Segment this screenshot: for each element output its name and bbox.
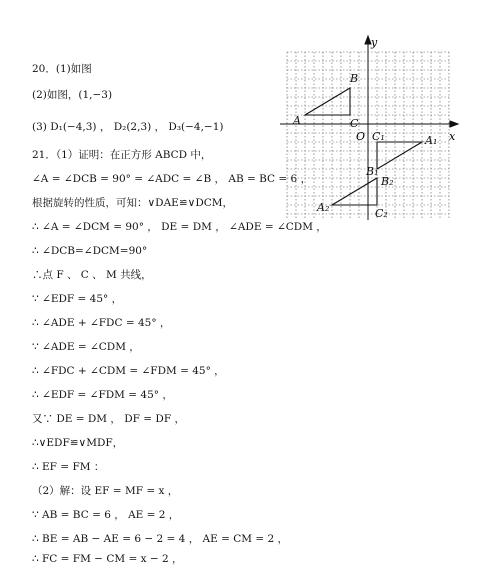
origin-label: O — [356, 130, 366, 143]
axes — [280, 36, 458, 220]
q21-line-2: 根据旋转的性质，可知：∨DAE≌∨DCM， — [32, 197, 234, 209]
q21-line-14: （2）解：设 EF = MF = x ， — [32, 485, 179, 497]
q21-line-5: ∴点 F 、 C 、 M 共线， — [32, 269, 152, 281]
label-a1: A₁ — [425, 134, 438, 147]
point-labels — [292, 72, 437, 220]
y-axis-arrow — [365, 36, 371, 44]
q21-line-16: ∴ BE = AB − AE = 6 − 2 = 4 ， AE = CM = 2 ， — [32, 533, 289, 545]
q21-line-6: ∵ ∠EDF = 45° ， — [32, 293, 123, 305]
triangle-abc — [305, 88, 350, 115]
q21-line-12: ∴∨EDF≌∨MDF， — [32, 437, 124, 449]
x-axis-arrow — [450, 121, 458, 127]
triangle-a1b1c1 — [377, 142, 422, 169]
label-a2: A₂ — [317, 201, 330, 214]
q20-part3: (3) D₁(−4,3) ， D₂(2,3) ， D₃(−4,−1) — [32, 121, 224, 133]
q21-line-3: ∴ ∠A = ∠DCM = 90° ， DE = DM ， ∠ADE = ∠CDM ， — [32, 221, 327, 233]
q21-line-10: ∴ ∠EDF = ∠FDM = 45° ， — [32, 389, 173, 401]
label-b2: B₂ — [381, 175, 394, 188]
q21-line-9: ∴ ∠FDC + ∠CDM = ∠FDM = 45° ， — [32, 365, 225, 377]
y-axis-label: y — [371, 36, 378, 49]
q21-title: 21．（1）证明：在正方形 ABCD 中， — [32, 149, 212, 161]
q20-part2: (2)如图，(1,−3) — [32, 89, 113, 101]
q21-line-8: ∵ ∠ADE = ∠CDM ， — [32, 341, 140, 353]
label-a: A — [293, 114, 301, 127]
triangle-a2b2c2 — [332, 178, 377, 205]
dashed-grid — [287, 52, 449, 218]
label-c2: C₂ — [375, 207, 388, 220]
q21-line-15: ∵ AB = BC = 6 ， AE = 2 ， — [32, 509, 180, 521]
triangles — [305, 88, 422, 205]
label-b1: B₁ — [366, 165, 379, 178]
q21-line-13: ∴ EF = FM ： — [32, 461, 105, 473]
q21-line-4: ∴ ∠DCB=∠DCM=90° — [32, 245, 148, 257]
q20-title: 20．(1)如图 — [32, 63, 92, 75]
label-c: C — [350, 117, 359, 130]
q21-line-17: ∴ FC = FM − CM = x − 2 ， — [32, 553, 183, 565]
q21-line-1: ∠A = ∠DCB = 90° = ∠ADC = ∠B ， AB = BC = 6 ， — [32, 173, 312, 185]
label-c1: C₁ — [372, 130, 385, 143]
label-b: B — [350, 72, 359, 85]
q21-line-7: ∴ ∠ADE + ∠FDC = 45° ， — [32, 317, 171, 329]
q21-line-11: 又∵ DE = DM ， DF = DF ， — [32, 413, 185, 425]
x-axis-label: x — [449, 130, 456, 143]
